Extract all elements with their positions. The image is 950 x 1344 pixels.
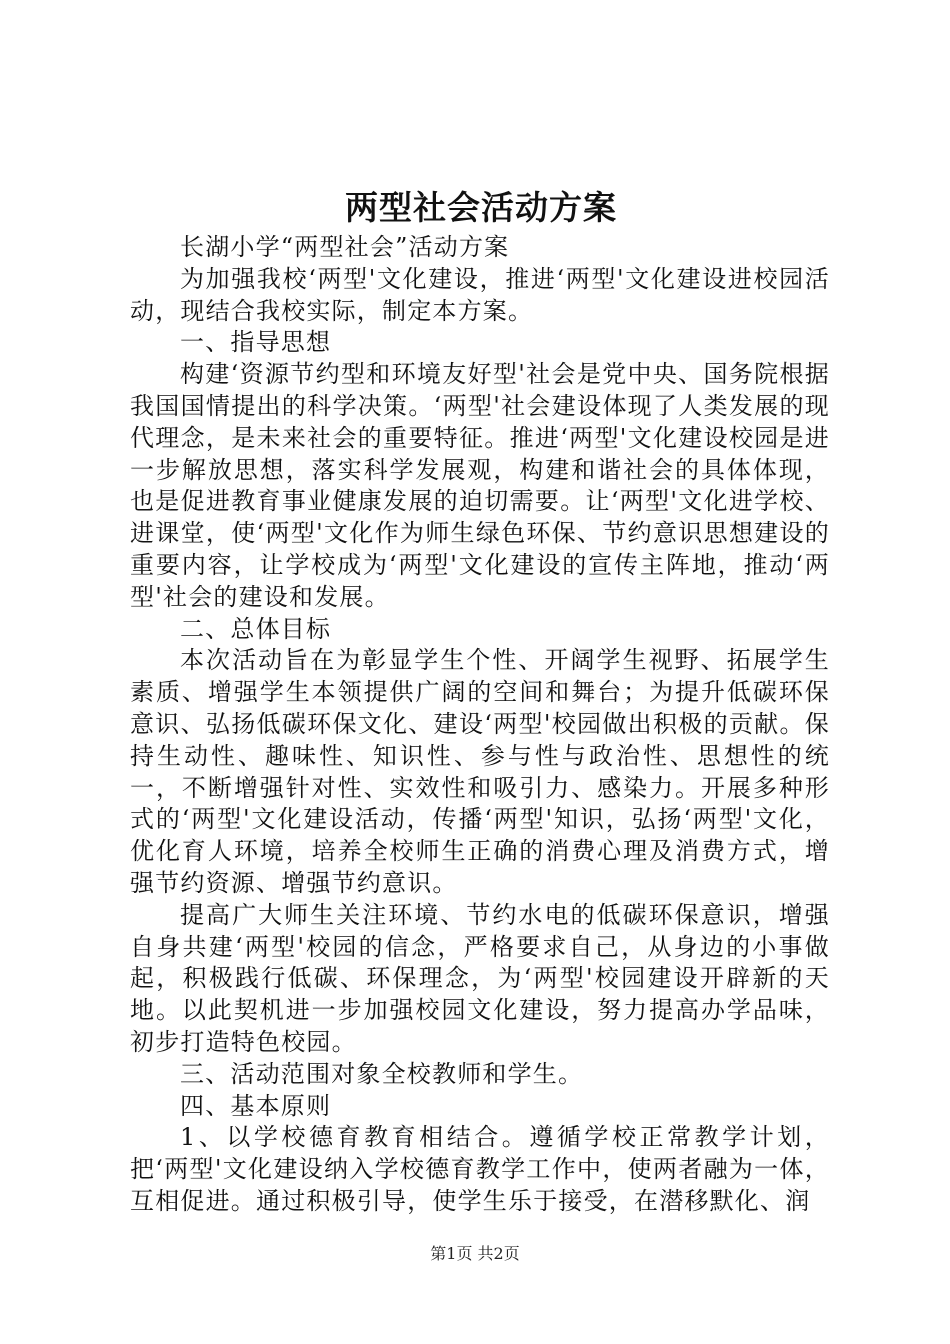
section-heading-scope: 三、活动范围对象全校教师和学生。 <box>180 1059 584 1088</box>
section-heading-overall-goal: 二、总体目标 <box>180 614 332 643</box>
intro-paragraph: 为加强我校‘两型'文化建设，推进‘两型'文化建设进校园活动，现结合我校实际，制定本方案。 <box>130 264 830 325</box>
document-body <box>130 232 830 1218</box>
overall-goal-paragraph: 本次活动旨在为彰显学生个性、开阔学生视野、拓展学生素质、增强学生本领提供广阔的空间和舞台；为提升低碳环保意识、弘扬低碳环保文化、建设‘两型'校园做出积极的贡献。保持生动性、趣味性、知识性、参与性与政治性、思想性的统一，不断增强针对性、实效性和吸引力、感染力。开展多种形式的‘两型'文化建设活动，传播‘两型'知识，弘扬‘两型'文化，优化育人环境，培养全校师生正确的消费心理及消费方式，增强节约资源、增强节约意识。 <box>130 646 830 897</box>
section-heading-guiding-ideology: 一、指导思想 <box>180 328 332 357</box>
subtitle-paragraph: 长湖小学“两型社会”活动方案 <box>180 233 510 261</box>
document-title: 两型社会活动方案 <box>345 188 617 227</box>
guiding-ideology-paragraph: 构建‘资源节约型和环境友好型'社会是党中央、国务院根据我国国情提出的科学决策。‘两型'社会建设体现了人类发展的现代理念，是未来社会的重要特征。推进‘两型'文化建设校园是进一步解放思想，落实科学发展观，构建和谐社会的具体体现，也是促进教育事业健康发展的迫切需要。让‘两型'文化进学校、进课堂，使‘两型'文化作为师生绿色环保、节约意识思想建设的重要内容，让学校成为‘两型'文化建设的宣传主阵地，推动‘两型'社会的建设和发展。 <box>130 360 830 611</box>
section-heading-principles: 四、基本原则 <box>180 1091 332 1120</box>
awareness-paragraph: 提高广大师生关注环境、节约水电的低碳环保意识，增强自身共建‘两型'校园的信念，严格要求自己，从身边的小事做起，积极践行低碳、环保理念，为‘两型'校园建设开辟新的天地。以此契机进一步加强校园文化建设，努力提高办学品味，初步打造特色校园。 <box>130 900 830 1056</box>
page-footer: 第1页 共2页 <box>430 1244 520 1263</box>
principle-1-paragraph: 1、以学校德育教育相结合。遵循学校正常教学计划，把‘两型'文化建设纳入学校德育教学工作中，使两者融为一体，互相促进。通过积极引导，使学生乐于接受，在潜移默化、润 <box>130 1123 830 1215</box>
